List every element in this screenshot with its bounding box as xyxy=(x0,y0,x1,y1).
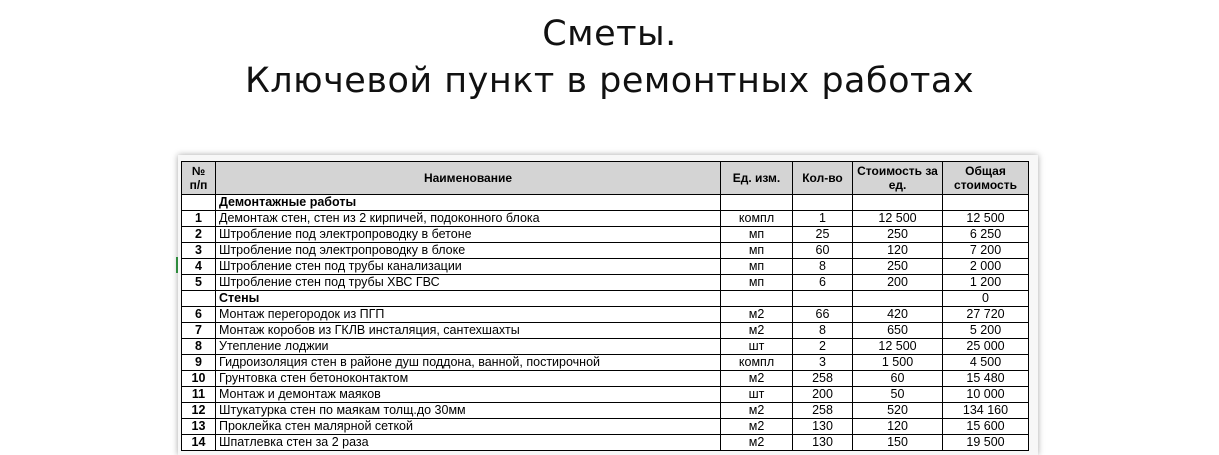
cell-num xyxy=(182,195,216,211)
cell-name: Стены xyxy=(216,291,721,307)
cell-num: 3 xyxy=(182,243,216,259)
cell-name: Грунтовка стен бетоноконтактом xyxy=(216,371,721,387)
cell-qty: 1 xyxy=(793,211,853,227)
page-title-line-2: Ключевой пункт в ремонтных работах xyxy=(244,61,975,101)
cell-qty xyxy=(793,291,853,307)
cell-price: 50 xyxy=(853,387,943,403)
cell-total: 12 500 xyxy=(943,211,1029,227)
cell-unit: м2 xyxy=(721,403,793,419)
table-row xyxy=(182,419,1029,435)
cell-qty: 66 xyxy=(793,307,853,323)
header-num: № п/п xyxy=(182,162,216,195)
cell-total xyxy=(943,195,1029,211)
cell-price: 12 500 xyxy=(853,339,943,355)
cell-name: Монтаж и демонтаж маяков xyxy=(216,387,721,403)
cell-total: 134 160 xyxy=(943,403,1029,419)
table-section-row xyxy=(182,291,1029,307)
cell-name: Гидроизоляция стен в районе душ поддона, ванной, постирочной xyxy=(216,355,721,371)
cell-name: Демонтажные работы xyxy=(216,195,721,211)
cell-qty: 6 xyxy=(793,275,853,291)
cell-name: Штробление под электропроводку в бетоне xyxy=(216,227,721,243)
cell-qty: 130 xyxy=(793,419,853,435)
cell-qty xyxy=(793,195,853,211)
cell-total: 27 720 xyxy=(943,307,1029,323)
cell-num: 10 xyxy=(182,371,216,387)
table-row xyxy=(182,211,1029,227)
cell-num: 9 xyxy=(182,355,216,371)
cell-total: 0 xyxy=(943,291,1029,307)
table-row xyxy=(182,307,1029,323)
cell-price: 120 xyxy=(853,243,943,259)
cell-price: 520 xyxy=(853,403,943,419)
cell-price xyxy=(853,291,943,307)
cell-qty: 2 xyxy=(793,339,853,355)
cell-unit: компл xyxy=(721,211,793,227)
cell-price: 200 xyxy=(853,275,943,291)
row-selection-marker xyxy=(176,257,178,273)
cell-qty: 25 xyxy=(793,227,853,243)
cell-total: 25 000 xyxy=(943,339,1029,355)
cell-total: 5 200 xyxy=(943,323,1029,339)
cell-price: 150 xyxy=(853,435,943,451)
cell-unit: компл xyxy=(721,355,793,371)
cell-qty: 130 xyxy=(793,435,853,451)
cell-unit: м2 xyxy=(721,419,793,435)
cell-name: Монтаж коробов из ГКЛВ инсталяция, сантехшахты xyxy=(216,323,721,339)
cell-total: 19 500 xyxy=(943,435,1029,451)
cell-total: 10 000 xyxy=(943,387,1029,403)
cell-num: 13 xyxy=(182,419,216,435)
cell-num: 5 xyxy=(182,275,216,291)
cell-unit: м2 xyxy=(721,307,793,323)
cell-name: Шпатлевка стен за 2 раза xyxy=(216,435,721,451)
cell-name: Утепление лоджии xyxy=(216,339,721,355)
cell-qty: 3 xyxy=(793,355,853,371)
table-row xyxy=(182,435,1029,451)
cell-num: 2 xyxy=(182,227,216,243)
cell-num: 14 xyxy=(182,435,216,451)
table-row xyxy=(182,339,1029,355)
estimate-table xyxy=(181,161,1029,451)
cell-total: 1 200 xyxy=(943,275,1029,291)
cell-num: 8 xyxy=(182,339,216,355)
cell-price: 650 xyxy=(853,323,943,339)
table-row xyxy=(182,227,1029,243)
table-row xyxy=(182,259,1029,275)
header-unit: Ед. изм. xyxy=(721,162,793,195)
cell-qty: 258 xyxy=(793,371,853,387)
cell-unit xyxy=(721,291,793,307)
cell-num: 4 xyxy=(182,259,216,275)
cell-name: Штробление стен под трубы канализации xyxy=(216,259,721,275)
cell-unit: м2 xyxy=(721,323,793,339)
cell-price: 250 xyxy=(853,259,943,275)
cell-price xyxy=(853,195,943,211)
table-row xyxy=(182,403,1029,419)
page-title-line-1: Сметы. xyxy=(542,14,677,54)
cell-unit: мп xyxy=(721,243,793,259)
cell-total: 7 200 xyxy=(943,243,1029,259)
cell-total: 15 480 xyxy=(943,371,1029,387)
cell-name: Штробление под электропроводку в блоке xyxy=(216,243,721,259)
cell-qty: 8 xyxy=(793,259,853,275)
cell-price: 1 500 xyxy=(853,355,943,371)
table-row xyxy=(182,387,1029,403)
cell-unit xyxy=(721,195,793,211)
cell-total: 2 000 xyxy=(943,259,1029,275)
cell-qty: 258 xyxy=(793,403,853,419)
cell-total: 4 500 xyxy=(943,355,1029,371)
cell-unit: шт xyxy=(721,387,793,403)
cell-price: 120 xyxy=(853,419,943,435)
table-row xyxy=(182,275,1029,291)
spreadsheet-screenshot xyxy=(178,155,1038,455)
cell-unit: мп xyxy=(721,259,793,275)
cell-num: 7 xyxy=(182,323,216,339)
cell-unit: мп xyxy=(721,227,793,243)
cell-unit: м2 xyxy=(721,371,793,387)
cell-qty: 8 xyxy=(793,323,853,339)
table-row xyxy=(182,243,1029,259)
table-header-row xyxy=(182,162,1029,195)
table-row xyxy=(182,323,1029,339)
cell-num: 11 xyxy=(182,387,216,403)
table-row xyxy=(182,371,1029,387)
cell-qty: 60 xyxy=(793,243,853,259)
cell-name: Демонтаж стен, стен из 2 кирпичей, подоконного блока xyxy=(216,211,721,227)
cell-price: 60 xyxy=(853,371,943,387)
cell-num: 1 xyxy=(182,211,216,227)
header-name: Наименование xyxy=(216,162,721,195)
cell-name: Проклейка стен малярной сеткой xyxy=(216,419,721,435)
cell-unit: мп xyxy=(721,275,793,291)
cell-num xyxy=(182,291,216,307)
cell-total: 6 250 xyxy=(943,227,1029,243)
cell-name: Штробление стен под трубы ХВС ГВС xyxy=(216,275,721,291)
cell-total: 15 600 xyxy=(943,419,1029,435)
cell-num: 6 xyxy=(182,307,216,323)
table-section-row xyxy=(182,195,1029,211)
table-row xyxy=(182,355,1029,371)
cell-price: 420 xyxy=(853,307,943,323)
cell-qty: 200 xyxy=(793,387,853,403)
header-qty: Кол-во xyxy=(793,162,853,195)
cell-name: Монтаж перегородок из ПГП xyxy=(216,307,721,323)
header-total: Общая стоимость xyxy=(943,162,1029,195)
cell-num: 12 xyxy=(182,403,216,419)
header-price: Стоимость за ед. xyxy=(853,162,943,195)
cell-price: 12 500 xyxy=(853,211,943,227)
cell-unit: шт xyxy=(721,339,793,355)
cell-unit: м2 xyxy=(721,435,793,451)
cell-name: Штукатурка стен по маякам толщ.до 30мм xyxy=(216,403,721,419)
cell-price: 250 xyxy=(853,227,943,243)
